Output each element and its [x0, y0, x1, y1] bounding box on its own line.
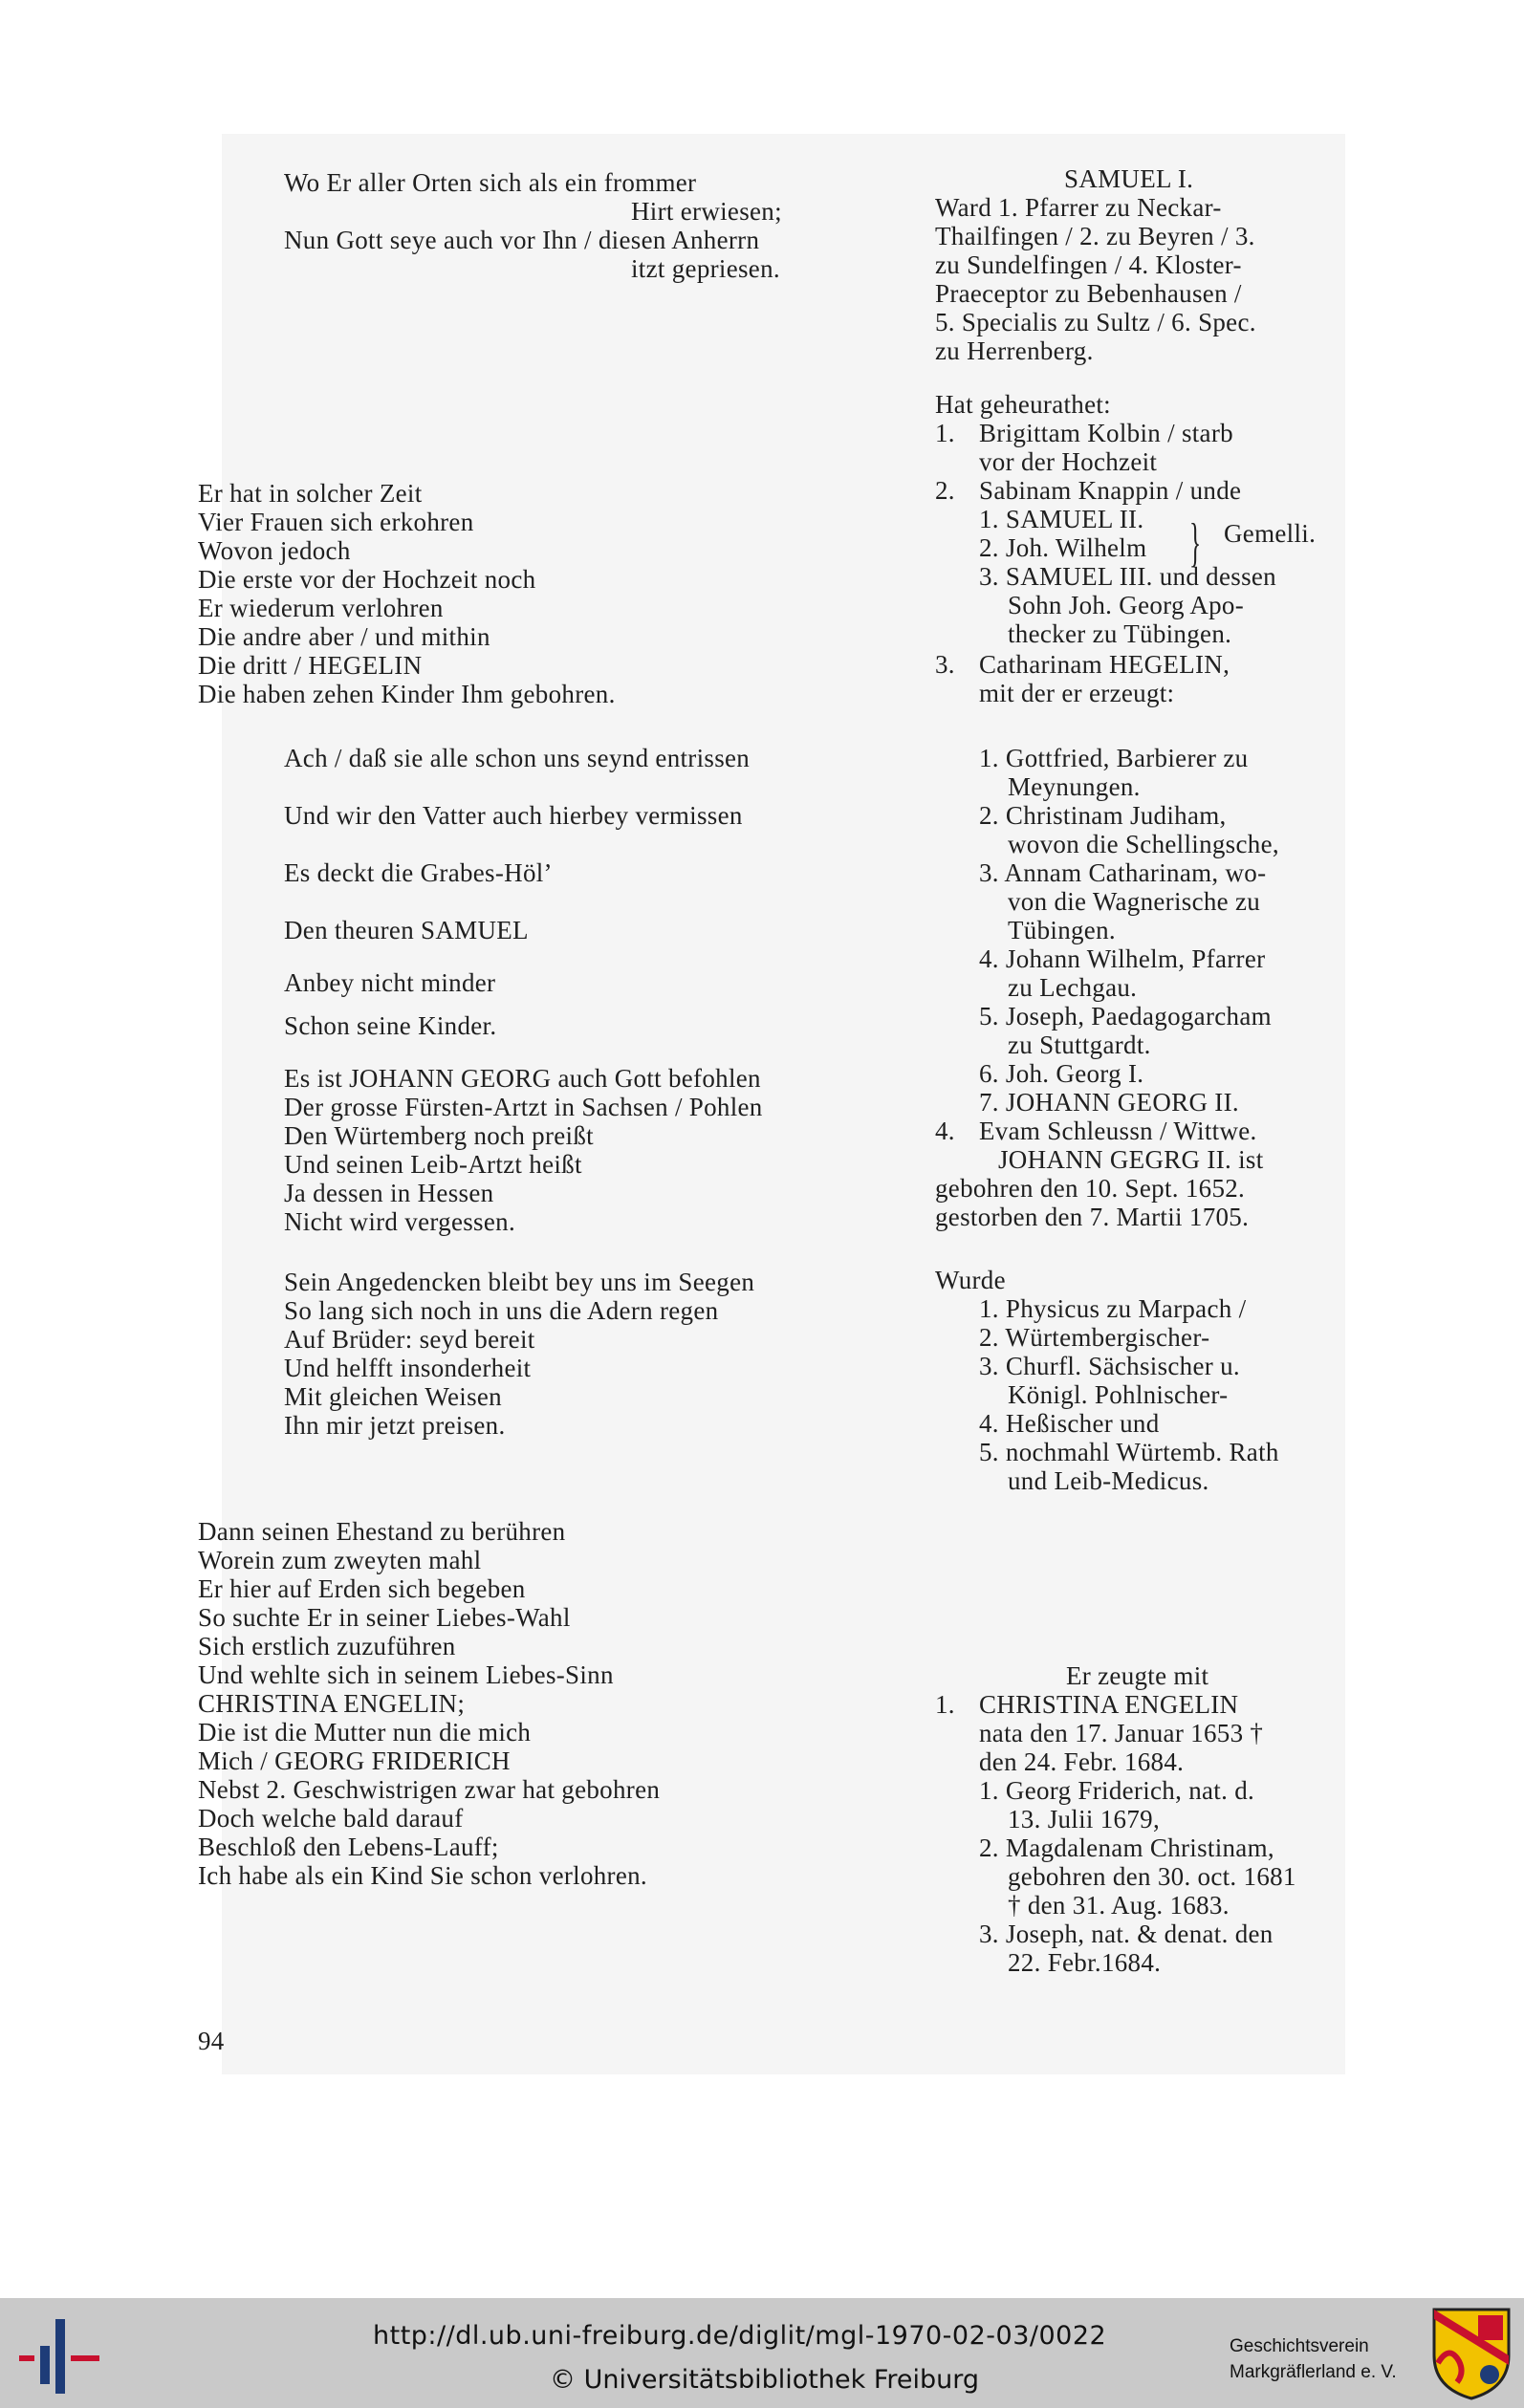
note-line: 3. [935, 650, 955, 679]
poem-line: Er hat in solcher Zeit [198, 479, 423, 508]
poem-line: Den Würtemberg noch preißt [284, 1121, 594, 1150]
poem-line: Dann seinen Ehestand zu berühren [198, 1517, 566, 1546]
society-name-line1: Geschichtsverein [1230, 2336, 1369, 2356]
poem-line: Die haben zehen Kinder Ihm gebohren. [198, 680, 616, 708]
note-line: 2. Würtembergischer- [979, 1323, 1210, 1352]
poem-line: CHRISTINA ENGELIN; [198, 1689, 466, 1718]
note-line: 22. Febr.1684. [1008, 1948, 1162, 1977]
note-line: Sohn Joh. Georg Apo- [1008, 591, 1245, 619]
poem-line: Worein zum zweyten mahl [198, 1546, 482, 1574]
note-line: Wurde [935, 1266, 1006, 1294]
note-line: 4. Heßischer und [979, 1409, 1160, 1438]
note-line: 1. Georg Friderich, nat. d. [979, 1776, 1255, 1805]
note-line: und Leib-Medicus. [1008, 1466, 1209, 1495]
note-line: 1. Physicus zu Marpach / [979, 1294, 1247, 1323]
note-line: vor der Hochzeit [979, 447, 1158, 476]
note-line: 5. Specialis zu Sultz / 6. Spec. [935, 308, 1256, 336]
poem-line: itzt gepriesen. [631, 254, 780, 283]
poem-line: Er wiederum verlohren [198, 594, 444, 622]
poem-line: Wovon jedoch [198, 536, 351, 565]
note-line: JOHANN GEGRG II. ist [998, 1145, 1264, 1174]
poem-line: Und wehlte sich in seinem Liebes-Sinn [198, 1660, 614, 1689]
note-line: 2. [935, 476, 955, 505]
poem-line: Schon seine Kinder. [284, 1011, 497, 1040]
note-line: 13. Julii 1679, [1008, 1805, 1161, 1833]
document-url-link[interactable]: http://dl.ub.uni-freiburg.de/diglit/mgl-1970-02-03/0022 [373, 2321, 1107, 2351]
poem-line: Es deckt die Grabes-Höl’ [284, 858, 553, 887]
note-line: 4. Johann Wilhelm, Pfarrer [979, 944, 1266, 973]
note-line: zu Stuttgardt. [1008, 1030, 1151, 1059]
poem-line: Hirt erwiesen; [631, 197, 782, 226]
note-line: gestorben den 7. Martii 1705. [935, 1203, 1250, 1231]
poem-line: Den theuren SAMUEL [284, 916, 529, 944]
poem-line: Ihn mir jetzt preisen. [284, 1411, 506, 1440]
note-line: 3. SAMUEL III. und dessen [979, 562, 1276, 591]
society-crest-icon [1430, 2306, 1513, 2401]
note-line: SAMUEL I. [1064, 164, 1194, 193]
society-name-line2: Markgräflerland e. V. [1230, 2362, 1397, 2382]
note-line: 4. [935, 1117, 955, 1145]
poem-line: Vier Frauen sich erkohren [198, 508, 474, 536]
note-line: 2. Magdalenam Christinam, [979, 1833, 1274, 1862]
note-line: 5. Joseph, Paedagogarcham [979, 1002, 1272, 1030]
poem-line: Es ist JOHANN GEORG auch Gott befohlen [284, 1064, 761, 1093]
note-line: Er zeugte mit [1066, 1661, 1209, 1690]
note-line: 1. [935, 1690, 955, 1719]
note-line: zu Lechgau. [1008, 973, 1138, 1002]
note-line: Ward 1. Pfarrer zu Neckar- [935, 193, 1222, 222]
note-line: 5. nochmahl Würtemb. Rath [979, 1438, 1279, 1466]
note-line: 1. Gottfried, Barbierer zu [979, 744, 1249, 772]
note-line: 6. Joh. Georg I. [979, 1059, 1144, 1088]
poem-line: Der grosse Fürsten-Artzt in Sachsen / Pohlen [284, 1093, 763, 1121]
copyright-text: © Universitätsbibliothek Freiburg [550, 2365, 980, 2395]
poem-line: Die ist die Mutter nun die mich [198, 1718, 532, 1746]
note-line: wovon die Schellingsche, [1008, 830, 1279, 858]
note-line: Praeceptor zu Bebenhausen / [935, 279, 1242, 308]
note-line: Evam Schleussn / Wittwe. [979, 1117, 1257, 1145]
note-line: zu Sundelfingen / 4. Kloster- [935, 250, 1242, 279]
poem-line: Doch welche bald darauf [198, 1804, 464, 1833]
poem-line: Mich / GEORG FRIDERICH [198, 1746, 511, 1775]
note-line: den 24. Febr. 1684. [979, 1747, 1185, 1776]
poem-line: Sich erstlich zuzuführen [198, 1632, 456, 1660]
poem-line: Und seinen Leib-Artzt heißt [284, 1150, 582, 1179]
note-line: 2. Joh. Wilhelm [979, 533, 1147, 562]
poem-line: Ja dessen in Hessen [284, 1179, 494, 1207]
viewer-footer [0, 2298, 1524, 2408]
note-line: 3. Joseph, nat. & denat. den [979, 1920, 1274, 1948]
note-line: CHRISTINA ENGELIN [979, 1690, 1239, 1719]
note-line: nata den 17. Januar 1653 † [979, 1719, 1264, 1747]
ub-freiburg-logo [19, 2313, 105, 2399]
note-line: † den 31. Aug. 1683. [1008, 1891, 1230, 1920]
note-line: Sabinam Knappin / unde [979, 476, 1242, 505]
note-line: thecker zu Tübingen. [1008, 619, 1232, 648]
poem-line: Nicht wird vergessen. [284, 1207, 515, 1236]
note-line: mit der er erzeugt: [979, 679, 1175, 707]
note-line: von die Wagnerische zu [1008, 887, 1261, 916]
note-line: 3. Annam Catharinam, wo- [979, 858, 1267, 887]
poem-line: So suchte Er in seiner Liebes-Wahl [198, 1603, 571, 1632]
page-number: 94 [198, 2027, 225, 2055]
poem-line: Und helfft insonderheit [284, 1354, 532, 1382]
poem-line: Er hier auf Erden sich begeben [198, 1574, 526, 1603]
note-line: Hat geheurathet: [935, 390, 1111, 419]
poem-line: Beschloß den Lebens-Lauff; [198, 1833, 499, 1861]
poem-line: Nun Gott seye auch vor Ihn / diesen Anherrn [284, 226, 760, 254]
poem-line: Mit gleichen Weisen [284, 1382, 502, 1411]
poem-line: Die erste vor der Hochzeit noch [198, 565, 536, 594]
note-line: 3. Churfl. Sächsischer u. [979, 1352, 1240, 1380]
note-line: Brigittam Kolbin / starb [979, 419, 1233, 447]
poem-line: Auf Brüder: seyd bereit [284, 1325, 535, 1354]
note-line: gebohren den 30. oct. 1681 [1008, 1862, 1296, 1891]
note-line: Meynungen. [1008, 772, 1141, 801]
poem-line: Und wir den Vatter auch hierbey vermissen [284, 801, 743, 830]
note-line: Königl. Pohlnischer- [1008, 1380, 1229, 1409]
note-line: 1. SAMUEL II. [979, 505, 1144, 533]
poem-line: Nebst 2. Geschwistrigen zwar hat gebohren [198, 1775, 661, 1804]
poem-line: Sein Angedencken bleibt bey uns im Seegen [284, 1268, 755, 1296]
note-line: 7. JOHANN GEORG II. [979, 1088, 1239, 1117]
note-line: Thailfingen / 2. zu Beyren / 3. [935, 222, 1255, 250]
note-line: Catharinam HEGELIN, [979, 650, 1230, 679]
poem-line: So lang sich noch in uns die Adern regen [284, 1296, 719, 1325]
note-line: 2. Christinam Judiham, [979, 801, 1227, 830]
note-line: Gemelli. [1224, 519, 1317, 548]
note-line: Tübingen. [1008, 916, 1116, 944]
poem-line: Ach / daß sie alle schon uns seynd entrissen [284, 744, 751, 772]
note-line: zu Herrenberg. [935, 336, 1094, 365]
note-line: 1. [935, 419, 955, 447]
poem-line: Wo Er aller Orten sich als ein frommer [284, 168, 697, 197]
poem-line: Anbey nicht minder [284, 968, 496, 997]
note-line: gebohren den 10. Sept. 1652. [935, 1174, 1246, 1203]
gemelli-brace: } [1189, 513, 1202, 573]
poem-line: Die dritt / HEGELIN [198, 651, 423, 680]
poem-line: Ich habe als ein Kind Sie schon verlohren. [198, 1861, 647, 1890]
poem-line: Die andre aber / und mithin [198, 622, 490, 651]
